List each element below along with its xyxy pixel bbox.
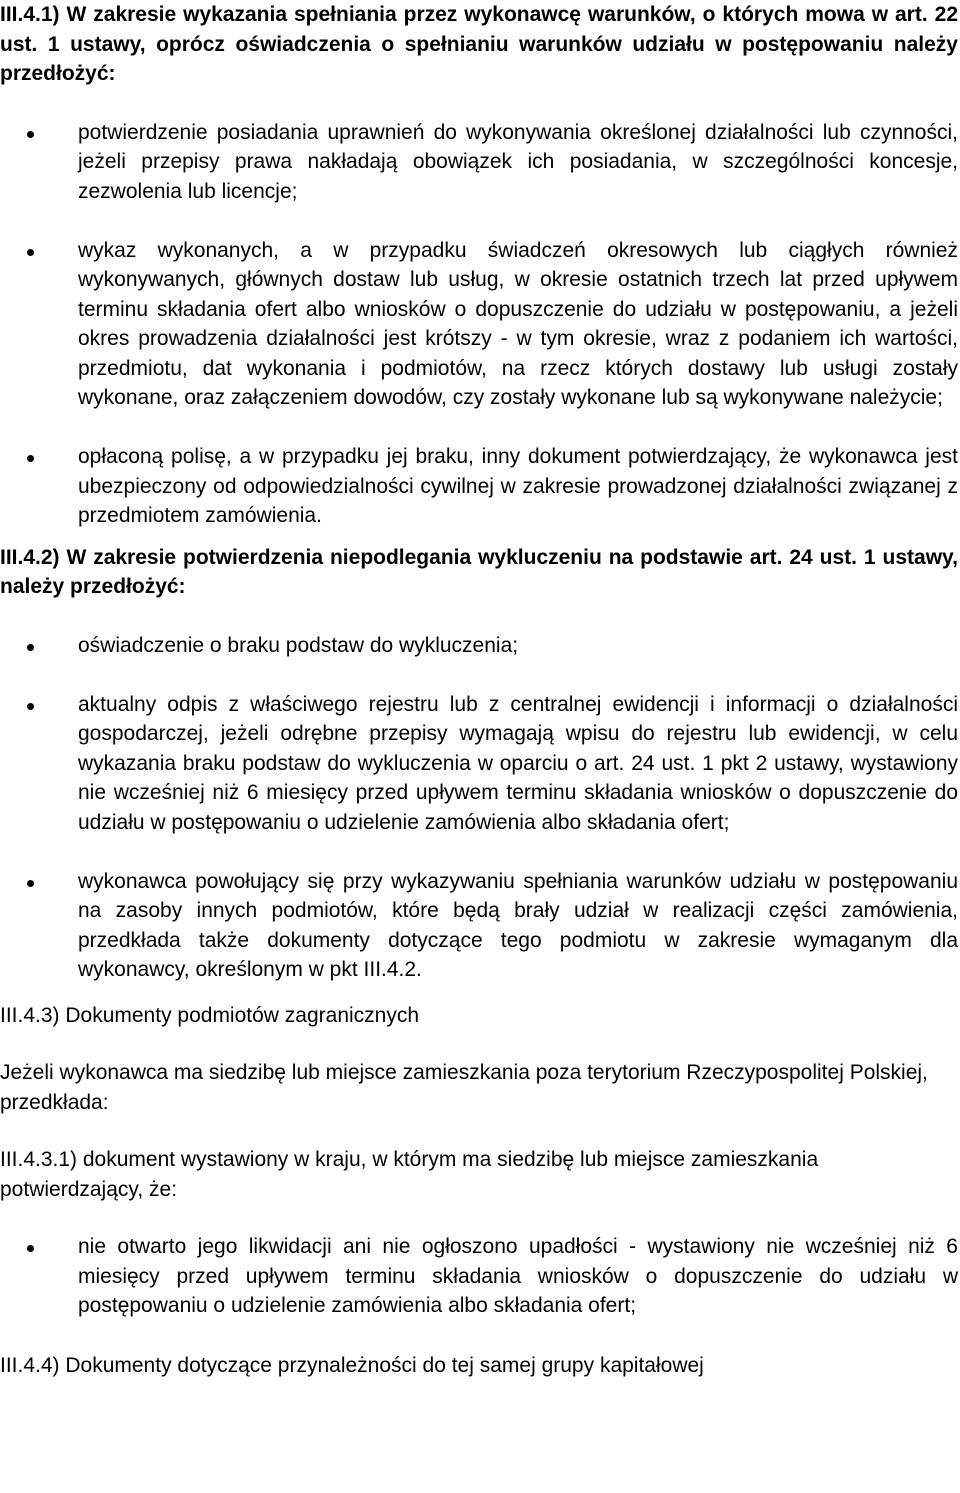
spacer <box>0 206 958 236</box>
list-item <box>0 1232 958 1321</box>
bullet-icon <box>27 249 34 256</box>
bullet-list-iii-4-1 <box>0 118 958 531</box>
list-item-text: potwierdzenie posiadania uprawnień do wykonywania określonej działalności lub czynności, jeżeli przepisy prawa nakładają obowiązek ich posiadania, w szczególności koncesje, zezwolenia lub licencje; <box>78 120 958 203</box>
list-item <box>0 236 958 413</box>
list-item-text: nie otwarto jego likwidacji ani nie ogłoszono upadłości - wystawiony nie wcześniej niż 6 miesięcy przed upływem terminu składania wniosków o dopuszczenie do udziału w postępowaniu o udzielenie zamówienia albo składania ofert; <box>78 1235 958 1317</box>
bullet-icon <box>27 703 34 710</box>
list-item <box>0 118 958 207</box>
list-item-text: opłaconą polisę, a w przypadku jej braku, inny dokument potwierdzający, że wykonawca jest ubezpieczony od odpowiedzialności cywilnej w zakresie prowadzonej działalności związanej z przedmiotem zamówienia. <box>78 445 958 527</box>
bullet-list-iii-4-2 <box>0 631 958 985</box>
bullet-icon <box>27 880 34 887</box>
section-heading-iii-4-1: III.4.1) W zakresie wykazania spełniania przez wykonawcę warunków, o których mowa w art. 22 ust. 1 ustawy, oprócz oświadczenia o spełnianiu warunków udziału w postępowaniu należy przedłożyć: <box>0 3 958 85</box>
spacer <box>0 413 958 443</box>
bullet-icon <box>27 1245 34 1252</box>
section-heading-iii-4-3: III.4.3) Dokumenty podmiotów zagranicznych <box>0 1003 420 1027</box>
list-item <box>0 690 958 838</box>
list-item <box>0 631 958 661</box>
bullet-list-iii-4-3-1 <box>0 1232 958 1321</box>
list-item-text: wykonawca powołujący się przy wykazywaniu spełniania warunków udziału w postępowaniu na zasoby innych podmiotów, które będą brały udział w realizacji części zamówienia, przedkłada także dokumenty dotyczące tego podmiotu w zakresie wymaganym dla wykonawcy, określonym w pkt III.4.2. <box>78 869 958 981</box>
section-intro-iii-4-3: Jeżeli wykonawca ma siedzibę lub miejsce zamieszkania poza terytorium Rzeczypospolitej Polskiej, przedkłada: <box>0 1061 928 1114</box>
list-item <box>0 867 958 985</box>
bullet-icon <box>27 455 34 462</box>
spacer <box>0 837 958 867</box>
list-item-text: oświadczenie o braku podstaw do wykluczenia; <box>78 633 519 657</box>
bullet-icon <box>27 131 34 138</box>
spacer <box>0 660 958 690</box>
list-item <box>0 442 958 531</box>
section-heading-iii-4-2: III.4.2) W zakresie potwierdzenia niepodlegania wykluczeniu na podstawie art. 24 ust. 1 ustawy, należy przedłożyć: <box>0 545 958 598</box>
list-item-text: wykaz wykonanych, a w przypadku świadczeń okresowych lub ciągłych również wykonywanych, głównych dostaw lub usług, w okresie ostatnich trzech lat przed upływem terminu składania ofert albo wniosków o dopuszczenie do udziału w postępowaniu, a jeżeli okres prowadzenia działalności jest krótszy - w tym okresie, wraz z podaniem ich wartości, przedmiotu, dat wykonania i podmiotów, na rzecz których dostawy lub usługi zostały wykonane, oraz załączeniem dowodów, czy zostały wykonane lub są wykonywane należycie; <box>78 238 958 409</box>
list-item-text: aktualny odpis z właściwego rejestru lub z centralnej ewidencji i informacji o działalności gospodarczej, jeżeli odrębne przepisy wymagają wpisu do rejestru lub ewidencji, w celu wykazania braku podstaw do wykluczenia w oparciu o art. 24 ust. 1 pkt 2 ustawy, wystawiony nie wcześniej niż 6 miesięcy przed upływem terminu składania wniosków o dopuszczenie do udziału w postępowaniu o udzielenie zamówienia albo składania ofert; <box>78 692 958 834</box>
bullet-icon <box>27 644 34 651</box>
section-heading-iii-4-4: III.4.4) Dokumenty dotyczące przynależności do tej samej grupy kapitałowej <box>0 1353 704 1377</box>
sub-heading-iii-4-3-1: III.4.3.1) dokument wystawiony w kraju, w którym ma siedzibę lub miejsce zamieszkania potwierdzający, że: <box>0 1148 819 1201</box>
